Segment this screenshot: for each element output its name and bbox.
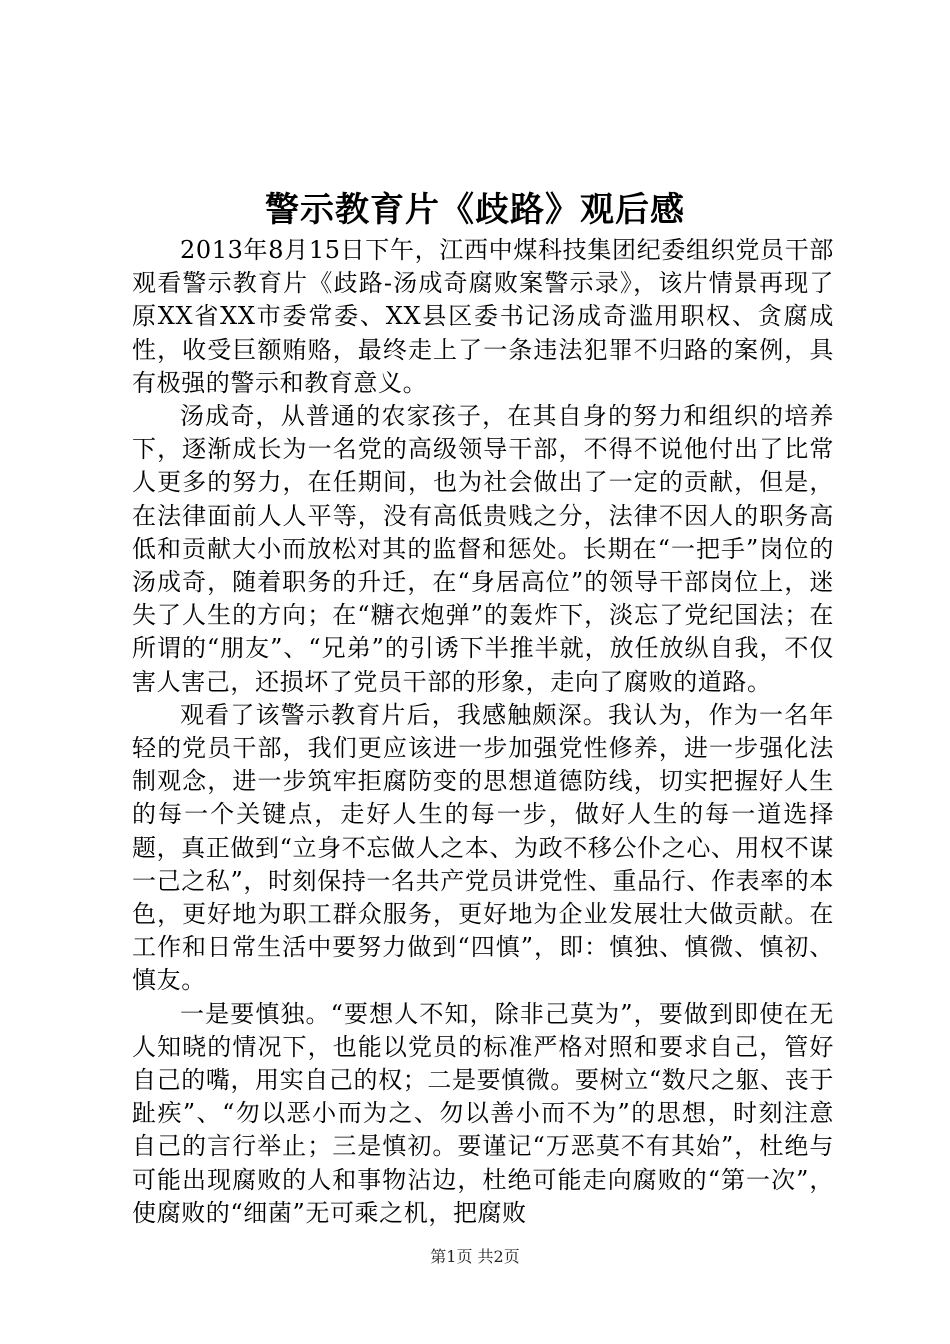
- page-number-footer: 第1页 共2页: [430, 1247, 520, 1266]
- paragraph-4: 一是要慎独。“要想人不知，除非己莫为”，要做到即使在无人知晓的情况下，也能以党员的标准严格对照和要求自己，管好自己的嘴，用实自己的权；二是要慎微。要树立“数尺之躯、丧于趾疾”、“勿以恶小而为之、勿以善小而不为”的思想，时刻注意自己的言行举止；三是慎初。要谨记“万恶莫不有其始”，杜绝与可能出现腐败的人和事物沾边，杜绝可能走向腐败的“第一次”，使腐败的“细菌”无可乘之机，把腐败: [132, 999, 834, 1227]
- paragraph-2: 汤成奇，从普通的农家孩子，在其自身的努力和组织的培养下，逐渐成长为一名党的高级领导干部，不得不说他付出了比常人更多的努力，在任期间，也为社会做出了一定的贡献，但是，在法律面前人人平等，没有高低贵贱之分，法律不因人的职务高低和贡献大小而放松对其的监督和惩处。长期在“一把手”岗位的汤成奇，随着职务的升迁，在“身居高位”的领导干部岗位上，迷失了人生的方向；在“糖衣炮弹”的轰炸下，淡忘了党纪国法；在所谓的“朋友”、“兄弟”的引诱下半推半就，放任放纵自我，不仅害人害己，还损坏了党员干部的形象，走向了腐败的道路。: [132, 402, 834, 696]
- paragraph-3: 观看了该警示教育片后，我感触颇深。我认为，作为一名年轻的党员干部，我们更应该进一步加强党性修养，进一步强化法制观念，进一步筑牢拒腐防变的思想道德防线，切实把握好人生的每一个关键点，走好人生的每一步，做好人生的每一道选择题，真正做到“立身不忘做人之本、为政不移公仆之心、用权不谋一己之私”，时刻保持一名共产党员讲党性、重品行、作表率的本色，更好地为职工群众服务，更好地为企业发展壮大做贡献。在工作和日常生活中要努力做到“四慎”，即：慎独、慎微、慎初、慎友。: [132, 700, 834, 995]
- document-title: 警示教育片《歧路》观后感: [265, 190, 685, 230]
- document-body: [132, 234, 834, 1230]
- paragraph-1: 2013年8月15日下午，江西中煤科技集团纪委组织党员干部观看警示教育片《歧路-汤成奇腐败案警示录》，该片情景再现了原XX省XX市委常委、XX县区委书记汤成奇滥用职权、贪腐成性，收受巨额贿赂，最终走上了一条违法犯罪不归路的案例，具有极强的警示和教育意义。: [132, 236, 834, 397]
